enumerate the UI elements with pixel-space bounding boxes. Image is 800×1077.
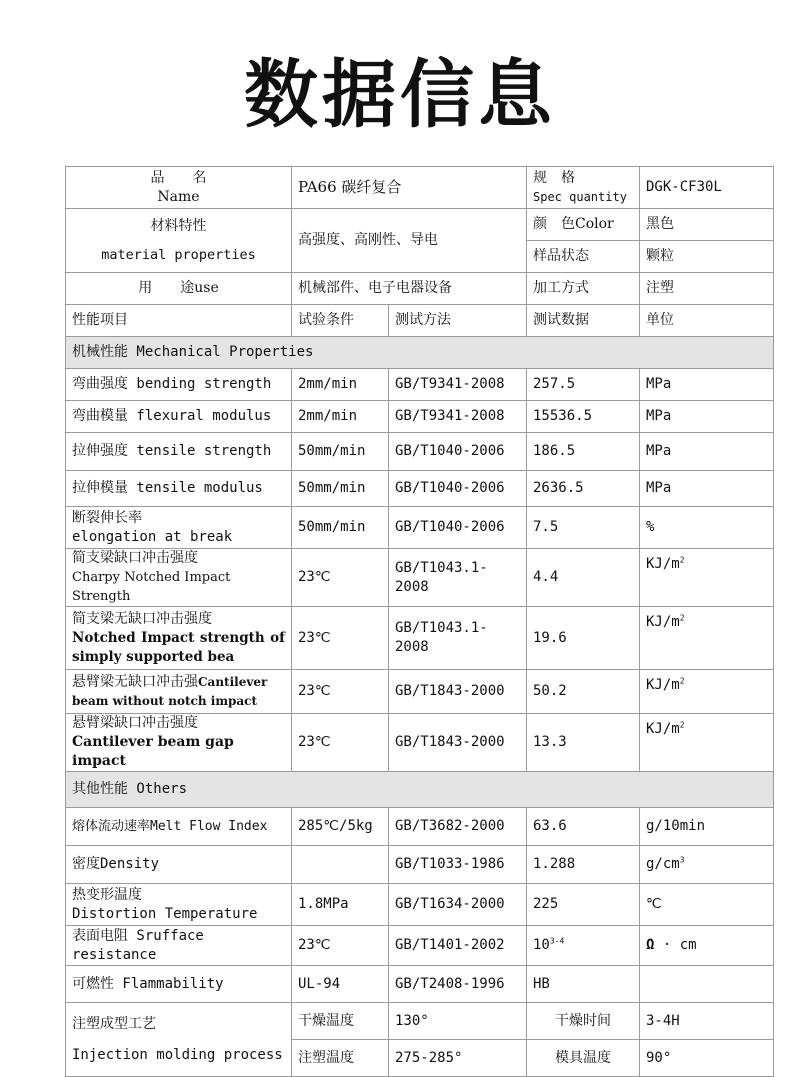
dry-temp-value: 130° bbox=[389, 1003, 527, 1040]
header-data: 测试数据 bbox=[527, 305, 640, 337]
spec-value: DGK-CF30L bbox=[640, 167, 774, 209]
property-name: 可燃性 Flammability bbox=[66, 966, 292, 1003]
header-method: 测试方法 bbox=[389, 305, 527, 337]
unit-cell bbox=[640, 846, 774, 884]
test-method: GB/T9341-2008 bbox=[389, 369, 527, 401]
name-label-en: Name bbox=[157, 188, 200, 205]
property-name-cn: 简支梁无缺口冲击强度 bbox=[72, 610, 212, 627]
property-name-cell bbox=[66, 670, 292, 714]
unit-sup: 3 bbox=[679, 855, 685, 865]
test-value: HB bbox=[527, 966, 640, 1003]
property-name-cn: 简支梁缺口冲击强度 bbox=[72, 550, 198, 566]
molding-label-en: Injection molding process bbox=[72, 1046, 283, 1063]
table-row bbox=[66, 369, 774, 401]
section-row bbox=[66, 772, 774, 808]
property-name: 弯曲强度 bending strength bbox=[66, 369, 292, 401]
test-condition: 50mm/min bbox=[292, 507, 389, 549]
property-name-en: Charpy Notched Impact Strength bbox=[72, 570, 231, 604]
property-name-en: Distortion Temperature bbox=[72, 905, 258, 922]
unit: MPa bbox=[640, 369, 774, 401]
test-method: GB/T1043.1-2008 bbox=[389, 549, 527, 607]
unit-sup: 2 bbox=[679, 676, 685, 686]
unit-sup: 2 bbox=[679, 613, 685, 623]
test-condition: 2mm/min bbox=[292, 401, 389, 433]
table-row bbox=[66, 167, 774, 209]
property-name-cn: 热变形温度 bbox=[72, 886, 142, 903]
unit-cell bbox=[640, 549, 774, 607]
material-label-cn: 材料特性 bbox=[150, 217, 207, 234]
test-value: 19.6 bbox=[527, 607, 640, 670]
test-value: 225 bbox=[527, 884, 640, 926]
test-value: 2636.5 bbox=[527, 471, 640, 507]
test-method: GB/T1040-2006 bbox=[389, 433, 527, 471]
table-row bbox=[66, 846, 774, 884]
use-value: 机械部件、电子电器设备 bbox=[292, 273, 527, 305]
property-name: 弯曲模量 flexural modulus bbox=[66, 401, 292, 433]
table-row bbox=[66, 1003, 774, 1040]
table-row bbox=[66, 966, 774, 1003]
unit-cell bbox=[640, 670, 774, 714]
test-value: 15536.5 bbox=[527, 401, 640, 433]
test-condition bbox=[292, 846, 389, 884]
test-value: 186.5 bbox=[527, 433, 640, 471]
unit-base: KJ/m bbox=[646, 721, 680, 737]
test-condition: UL-94 bbox=[292, 966, 389, 1003]
unit-omega: Ω bbox=[646, 937, 655, 953]
property-name: 熔体流动速率Melt Flow Index bbox=[66, 808, 292, 846]
unit-sup: 2 bbox=[679, 720, 685, 730]
table-row bbox=[66, 926, 774, 966]
table-row bbox=[66, 607, 774, 670]
property-name-cell bbox=[66, 714, 292, 772]
test-method: GB/T1033-1986 bbox=[389, 846, 527, 884]
sample-value: 颗粒 bbox=[640, 241, 774, 273]
test-value: 1.288 bbox=[527, 846, 640, 884]
table-row bbox=[66, 884, 774, 926]
test-method: GB/T2408-1996 bbox=[389, 966, 527, 1003]
table-row bbox=[66, 670, 774, 714]
header-item: 性能项目 bbox=[66, 305, 292, 337]
table-row bbox=[66, 273, 774, 305]
sample-label: 样品状态 bbox=[527, 241, 640, 273]
property-name-en-2: beam without notch impact bbox=[72, 693, 258, 708]
test-condition: 23℃ bbox=[292, 549, 389, 607]
unit-cell bbox=[640, 926, 774, 966]
table-row bbox=[66, 209, 774, 241]
name-value: PA66 碳纤复合 bbox=[292, 167, 527, 209]
property-name-en-1: Cantilever bbox=[198, 674, 268, 689]
test-method: GB/T3682-2000 bbox=[389, 808, 527, 846]
test-condition: 23℃ bbox=[292, 670, 389, 714]
spec-label-cn: 规 格 bbox=[533, 169, 575, 186]
color-label: 颜 色Color bbox=[527, 209, 640, 241]
test-value: 63.6 bbox=[527, 808, 640, 846]
test-value: 7.5 bbox=[527, 507, 640, 549]
unit: MPa bbox=[640, 433, 774, 471]
test-condition: 23℃ bbox=[292, 607, 389, 670]
unit bbox=[640, 966, 774, 1003]
test-condition: 2mm/min bbox=[292, 369, 389, 401]
name-label-cell bbox=[66, 167, 292, 209]
table-row bbox=[66, 507, 774, 549]
test-condition: 23℃ bbox=[292, 714, 389, 772]
test-method: GB/T1843-2000 bbox=[389, 670, 527, 714]
table-row bbox=[66, 808, 774, 846]
property-name: 表面电阻 Srufface resistance bbox=[66, 926, 292, 966]
test-value: 257.5 bbox=[527, 369, 640, 401]
test-value: 4.4 bbox=[527, 549, 640, 607]
header-condition: 试验条件 bbox=[292, 305, 389, 337]
spec-label-cell bbox=[527, 167, 640, 209]
material-value: 高强度、高刚性、导电 bbox=[292, 209, 527, 273]
spec-label-en: Spec quantity bbox=[533, 189, 627, 204]
test-value: 50.2 bbox=[527, 670, 640, 714]
data-sheet-table bbox=[65, 166, 774, 1077]
unit: MPa bbox=[640, 471, 774, 507]
molding-label-cn: 注塑成型工艺 bbox=[72, 1015, 156, 1032]
unit-base: KJ/m bbox=[646, 677, 680, 693]
value-base: 10 bbox=[533, 937, 550, 953]
test-method: GB/T1401-2002 bbox=[389, 926, 527, 966]
property-name: 拉伸模量 tensile modulus bbox=[66, 471, 292, 507]
test-method: GB/T1634-2000 bbox=[389, 884, 527, 926]
test-condition: 50mm/min bbox=[292, 433, 389, 471]
material-label-en: material properties bbox=[101, 246, 256, 263]
unit: g/10min bbox=[640, 808, 774, 846]
table-row bbox=[66, 433, 774, 471]
property-name-en: elongation at break bbox=[72, 528, 233, 545]
section-mechanical: 机械性能 Mechanical Properties bbox=[66, 337, 774, 369]
property-name-en: Notched Impact strength of simply supported bea bbox=[72, 629, 285, 665]
property-name: 拉伸强度 tensile strength bbox=[66, 433, 292, 471]
unit-cell bbox=[640, 714, 774, 772]
test-method: GB/T1843-2000 bbox=[389, 714, 527, 772]
section-row bbox=[66, 337, 774, 369]
test-condition: 50mm/min bbox=[292, 471, 389, 507]
inj-temp-label: 注塑温度 bbox=[292, 1040, 389, 1077]
property-name-cn: 悬臂梁缺口冲击强度 bbox=[72, 715, 198, 731]
dry-time-label: 干燥时间 bbox=[527, 1003, 640, 1040]
value-sup: 3-4 bbox=[549, 936, 565, 946]
header-unit: 单位 bbox=[640, 305, 774, 337]
test-method: GB/T9341-2008 bbox=[389, 401, 527, 433]
test-value-cell bbox=[527, 926, 640, 966]
table-row bbox=[66, 549, 774, 607]
molding-label-cell bbox=[66, 1003, 292, 1077]
test-method: GB/T1040-2006 bbox=[389, 507, 527, 549]
table-row bbox=[66, 401, 774, 433]
unit-base: KJ/m bbox=[646, 614, 680, 630]
property-name-cn: 悬臂梁无缺口冲击强 bbox=[72, 673, 198, 690]
process-label: 加工方式 bbox=[527, 273, 640, 305]
property-name-cell bbox=[66, 549, 292, 607]
unit-base: KJ/m bbox=[646, 556, 680, 572]
property-name-cell bbox=[66, 607, 292, 670]
property-name-en: Cantilever beam gap impact bbox=[72, 734, 234, 769]
table-row bbox=[66, 471, 774, 507]
inj-temp-value: 275-285° bbox=[389, 1040, 527, 1077]
unit: ℃ bbox=[640, 884, 774, 926]
test-condition: 285℃/5kg bbox=[292, 808, 389, 846]
test-method: GB/T1043.1-2008 bbox=[389, 607, 527, 670]
dry-temp-label: 干燥温度 bbox=[292, 1003, 389, 1040]
table-header-row bbox=[66, 305, 774, 337]
name-label-cn: 品 名 bbox=[150, 169, 207, 186]
unit-sup: 2 bbox=[679, 555, 685, 565]
property-name-cell bbox=[66, 507, 292, 549]
table-row bbox=[66, 714, 774, 772]
property-name-cn: 断裂伸长率 bbox=[72, 509, 142, 526]
unit-base: g/cm bbox=[646, 856, 680, 872]
color-value: 黑色 bbox=[640, 209, 774, 241]
process-value: 注塑 bbox=[640, 273, 774, 305]
unit: MPa bbox=[640, 401, 774, 433]
mold-temp-label: 模具温度 bbox=[527, 1040, 640, 1077]
material-label-cell bbox=[66, 209, 292, 273]
unit: % bbox=[640, 507, 774, 549]
page-title: 数据信息 bbox=[244, 52, 556, 138]
section-others: 其他性能 Others bbox=[66, 772, 774, 808]
property-name-cell bbox=[66, 884, 292, 926]
unit-rest: · cm bbox=[654, 937, 697, 953]
test-value: 13.3 bbox=[527, 714, 640, 772]
use-label: 用 途use bbox=[66, 273, 292, 305]
unit-cell bbox=[640, 607, 774, 670]
test-method: GB/T1040-2006 bbox=[389, 471, 527, 507]
dry-time-value: 3-4H bbox=[640, 1003, 774, 1040]
test-condition: 1.8MPa bbox=[292, 884, 389, 926]
test-condition: 23℃ bbox=[292, 926, 389, 966]
property-name: 密度Density bbox=[66, 846, 292, 884]
mold-temp-value: 90° bbox=[640, 1040, 774, 1077]
